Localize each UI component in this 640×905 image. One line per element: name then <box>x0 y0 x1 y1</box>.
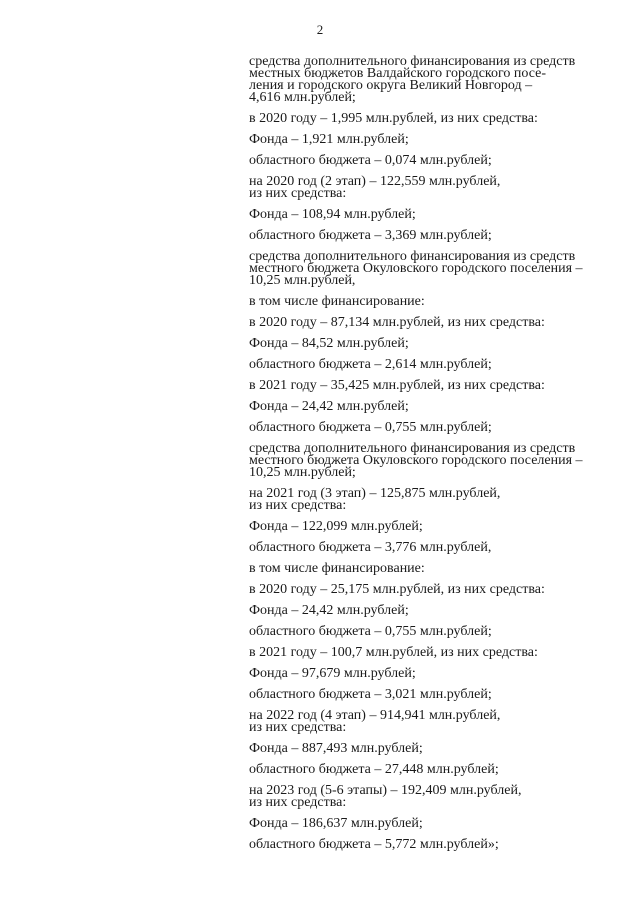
paragraph: средства дополнительного финансирования из средств местных бюджетов Валдайского городского посе- ления и городского округа Великий Новгород – 4,616 млн.рублей; <box>249 54 576 105</box>
paragraph: областного бюджета – 0,755 млн.рублей; <box>249 420 492 435</box>
paragraph: на 2020 год (2 этап) – 122,559 млн.рублей, из них средства: <box>249 174 501 201</box>
paragraph: на 2022 год (4 этап) – 914,941 млн.рублей, из них средства: <box>249 708 501 735</box>
paragraph: областного бюджета – 0,074 млн.рублей; <box>249 153 492 168</box>
paragraph: областного бюджета – 3,021 млн.рублей; <box>249 687 492 702</box>
paragraph: Фонда – 186,637 млн.рублей; <box>249 816 423 831</box>
paragraph: Фонда – 122,099 млн.рублей; <box>249 519 423 534</box>
paragraph: на 2021 год (3 этап) – 125,875 млн.рублей, из них средства: <box>249 486 501 513</box>
paragraph: Фонда – 24,42 млн.рублей; <box>249 399 409 414</box>
paragraph: областного бюджета – 3,369 млн.рублей; <box>249 228 492 243</box>
paragraph: Фонда – 887,493 млн.рублей; <box>249 741 423 756</box>
paragraph: в том числе финансирование: <box>249 294 425 309</box>
paragraph: областного бюджета – 0,755 млн.рублей; <box>249 624 492 639</box>
paragraph: в 2020 году – 1,995 млн.рублей, из них средства: <box>249 111 538 126</box>
page-number: 2 <box>316 22 324 37</box>
paragraph: областного бюджета – 27,448 млн.рублей; <box>249 762 499 777</box>
paragraph: в 2020 году – 87,134 млн.рублей, из них средства: <box>249 315 545 330</box>
paragraph: в 2021 году – 35,425 млн.рублей, из них средства: <box>249 378 545 393</box>
paragraph: в 2021 году – 100,7 млн.рублей, из них средства: <box>249 645 538 660</box>
paragraph: на 2023 год (5-6 этапы) – 192,409 млн.рублей, из них средства: <box>249 783 522 810</box>
paragraph: Фонда – 84,52 млн.рублей; <box>249 336 409 351</box>
paragraph: в 2020 году – 25,175 млн.рублей, из них средства: <box>249 582 545 597</box>
paragraph: средства дополнительного финансирования из средств местного бюджета Окуловского городского поселения – 10,25 млн.рублей, <box>249 249 583 288</box>
paragraph: средства дополнительного финансирования из средств местного бюджета Окуловского городского поселения – 10,25 млн.рублей; <box>249 441 583 480</box>
paragraph: Фонда – 1,921 млн.рублей; <box>249 132 409 147</box>
paragraph: Фонда – 24,42 млн.рублей; <box>249 603 409 618</box>
paragraph: в том числе финансирование: <box>249 561 425 576</box>
paragraph: Фонда – 108,94 млн.рублей; <box>249 207 416 222</box>
paragraph: Фонда – 97,679 млн.рублей; <box>249 666 416 681</box>
paragraph: областного бюджета – 5,772 млн.рублей»; <box>249 837 499 852</box>
document-body <box>249 56 611 860</box>
paragraph: областного бюджета – 3,776 млн.рублей, <box>249 540 492 555</box>
paragraph: областного бюджета – 2,614 млн.рублей; <box>249 357 492 372</box>
